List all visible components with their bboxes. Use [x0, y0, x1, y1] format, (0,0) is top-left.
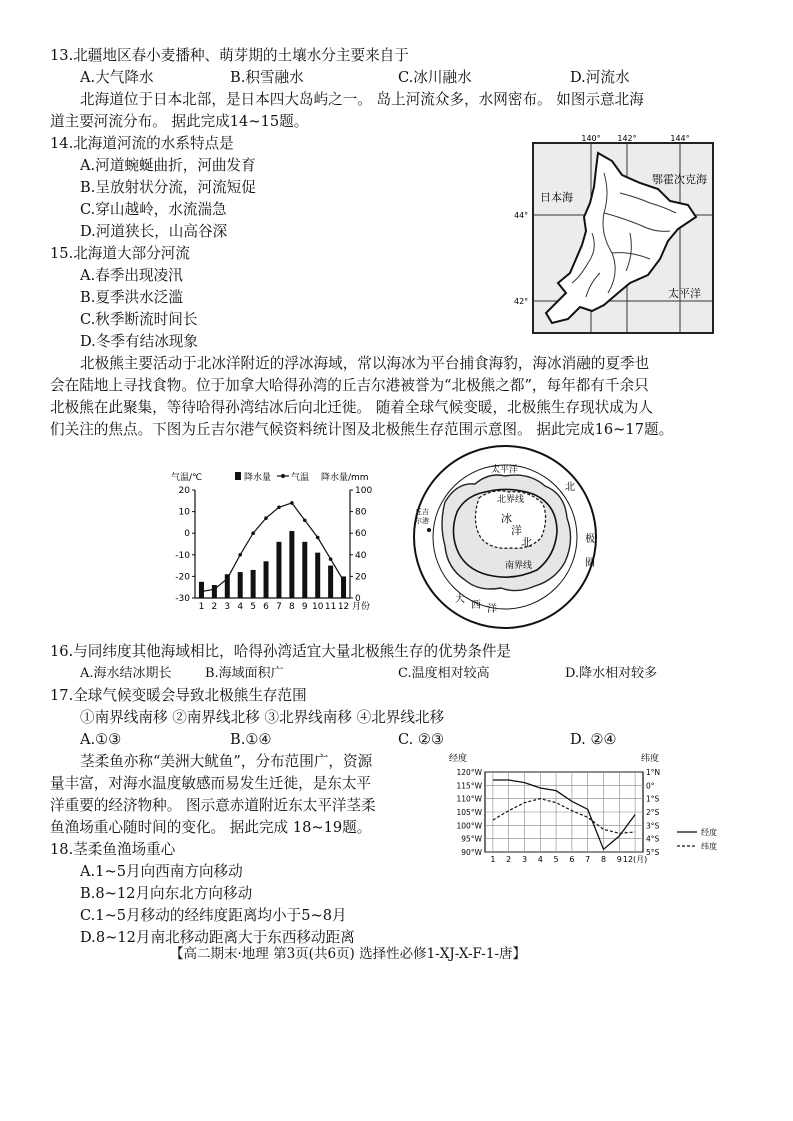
temperature-point — [342, 579, 346, 583]
page-footer: 【高二期末·地理 第3页(共6页) 选择性必修1-XJ-X-F-1-唐】 — [170, 946, 527, 962]
q13-option-a[interactable]: A.大气降水 — [80, 69, 154, 86]
label-arctic-circle-3: 圈 — [585, 558, 595, 569]
q18-option-a[interactable]: A.1~5月向西南方向移动 — [80, 863, 243, 880]
climate-left-tick-label: -10 — [175, 550, 190, 561]
month-tick-label: 1 — [198, 602, 205, 612]
sea-label-okhotsk: 鄂霍次克海 — [652, 173, 707, 186]
month-tick-label: 3 — [224, 602, 231, 612]
month-tick-label: 7 — [276, 602, 282, 612]
squid-left-tick-label: 95°W — [461, 834, 482, 844]
passage-3-line-4: 鱼渔场重心随时间的变化。 据此完成 18~19题。 — [50, 819, 372, 836]
climate-left-tick-label: 20 — [178, 486, 190, 496]
temperature-line — [201, 503, 343, 592]
precip-bar — [302, 542, 307, 598]
question-14-stem: 14.北海道河流的水系特点是 — [50, 135, 234, 152]
lon-label-144: 144° — [670, 134, 690, 143]
q18-option-c[interactable]: C.1~5月移动的经纬度距离均小于5~8月 — [80, 907, 347, 924]
temperature-point — [225, 577, 229, 581]
hokkaido-river-map — [500, 133, 720, 338]
lat-label-42: 42° — [514, 297, 529, 306]
climate-left-tick-label: 0 — [184, 529, 190, 540]
q14-option-a[interactable]: A.河道蜿蜒曲折，河曲发育 — [80, 157, 256, 174]
month-tick-label: 10 — [311, 602, 324, 612]
squid-month-label: 3 — [521, 855, 528, 864]
q13-option-c[interactable]: C.冰川融水 — [398, 69, 472, 86]
q17-option-b[interactable]: B.①④ — [230, 731, 272, 748]
month-tick-label: 5 — [250, 602, 256, 612]
label-atlantic-2: 西 — [471, 600, 481, 611]
squid-month-label: 12(月) — [622, 855, 648, 864]
question-13-stem: 13.北疆地区春小麦播种、萌芽期的土壤水分主要来自于 — [50, 47, 409, 64]
label-churchill-2: 尔港 — [415, 517, 429, 525]
month-tick-label: 12 — [337, 602, 350, 612]
label-arctic-ocean-3: 北 — [521, 536, 532, 549]
month-tick-label: 9 — [301, 602, 308, 612]
squid-month-label: 5 — [553, 855, 559, 864]
squid-month-label: 4 — [537, 855, 543, 864]
climate-right-tick-label: 100 — [355, 486, 373, 496]
squid-left-tick-label: 115°W — [456, 781, 482, 791]
question-18-stem: 18.茎柔鱼渔场重心 — [50, 841, 176, 858]
month-tick-label: 8 — [289, 602, 295, 612]
month-tick-label: 6 — [263, 602, 269, 612]
temperature-point — [264, 516, 268, 520]
label-atlantic-1: 大 — [455, 594, 465, 605]
squid-left-tick-label: 105°W — [456, 808, 482, 817]
legend-precip-swatch — [235, 472, 241, 480]
precip-bar — [212, 585, 217, 598]
q14-option-b[interactable]: B.呈放射状分流，河流短促 — [80, 179, 256, 196]
temperature-point — [238, 553, 242, 557]
label-north-boundary: 北界线 — [497, 495, 525, 505]
lat-label-44: 44° — [514, 211, 529, 220]
label-pacific: 太平洋 — [491, 465, 519, 475]
squid-right-tick-label: 1°S — [646, 794, 660, 804]
squid-right-axis-title: 纬度 — [641, 754, 660, 764]
squid-right-tick-label: 1°N — [646, 768, 661, 777]
temperature-point — [213, 588, 217, 592]
q16-option-d[interactable]: D.降水相对较多 — [565, 666, 658, 681]
squid-right-tick-label: 4°S — [646, 834, 660, 844]
squid-month-label: 1 — [490, 855, 496, 864]
passage-3-line-3: 洋重要的经济物种。 图示意赤道附近东太平洋茎柔 — [50, 797, 376, 814]
temperature-point — [251, 531, 255, 535]
temperature-point — [303, 518, 307, 522]
q13-option-d[interactable]: D.河流水 — [570, 69, 630, 86]
q16-option-b[interactable]: B.海域面积广 — [205, 666, 284, 681]
squid-right-tick-label: 0° — [646, 781, 655, 791]
q15-option-d[interactable]: D.冬季有结冰现象 — [80, 333, 198, 350]
lon-label-142: 142° — [617, 134, 637, 143]
q17-option-a[interactable]: A.①③ — [80, 731, 122, 748]
climate-left-tick-label: -30 — [175, 594, 190, 604]
climate-right-tick-label: 60 — [355, 529, 367, 540]
churchill-climate-chart — [165, 468, 390, 618]
squid-left-tick-label: 100°W — [456, 821, 482, 831]
temperature-point — [329, 557, 333, 561]
passage-3-line-2: 量丰富，对海水温度敏感而易发生迁徙，是东太平 — [50, 775, 372, 792]
question-15-stem: 15.北海道大部分河流 — [50, 245, 190, 262]
precip-bar — [328, 566, 333, 598]
climate-left-tick-label: 10 — [178, 507, 190, 518]
temperature-point — [200, 590, 204, 594]
q15-option-a[interactable]: A.春季出现凌汛 — [80, 267, 183, 284]
squid-left-axis-title: 经度 — [449, 754, 468, 764]
squid-legend-latitude: 纬度 — [701, 842, 717, 851]
precip-bar — [264, 561, 269, 598]
sea-label-japan: 日本海 — [540, 191, 573, 204]
month-axis-unit: 月份 — [352, 602, 371, 612]
q15-option-b[interactable]: B.夏季洪水泛滥 — [80, 289, 183, 306]
question-16-stem: 16.与同纬度其他海域相比，哈得孙湾适宜大量北极熊生存的优势条件是 — [50, 643, 512, 660]
climate-right-tick-label: 0 — [355, 594, 361, 604]
squid-right-tick-label: 3°S — [646, 821, 660, 831]
precip-bar — [238, 572, 243, 598]
climate-right-tick-label: 80 — [355, 507, 367, 518]
precip-bar — [276, 542, 281, 598]
climate-right-tick-label: 40 — [355, 550, 367, 561]
precip-bar — [289, 531, 294, 598]
temperature-point — [277, 505, 281, 509]
label-arctic-ocean-1: 冰 — [501, 512, 512, 525]
squid-legend-longitude: 经度 — [701, 828, 717, 837]
label-arctic-circle-1: 北 — [565, 482, 575, 493]
passage-2-line-3: 北极熊在此聚集，等待哈得孙湾结冰后向北迁徙。 随着全球气候变暖，北极熊生存现状成为人 — [50, 399, 653, 416]
chart-left-axis-title: 气温/℃ — [171, 473, 203, 483]
squid-fishing-center-chart — [445, 750, 745, 865]
squid-month-label: 2 — [506, 855, 512, 864]
climate-left-tick-label: -20 — [175, 572, 190, 583]
squid-left-tick-label: 90°W — [461, 848, 482, 857]
legend-precip-label: 降水量 — [244, 473, 272, 483]
month-tick-label: 4 — [237, 602, 244, 612]
q17-option-c[interactable]: C. ②③ — [398, 731, 445, 748]
passage-3-line-1: 茎柔鱼亦称“美洲大鱿鱼”，分布范围广，资源 — [80, 753, 373, 770]
passage-2-line-2: 会在陆地上寻找食物。位于加拿大哈得孙湾的丘吉尔港被誉为“北极熊之都”，每年都有千余只 — [50, 377, 649, 394]
squid-month-label: 8 — [600, 855, 607, 864]
q17-option-d[interactable]: D. ②④ — [570, 731, 617, 748]
lon-label-140: 140° — [581, 134, 601, 143]
precip-bar — [251, 570, 256, 598]
month-tick-label: 11 — [324, 602, 337, 612]
squid-right-tick-label: 2°S — [646, 808, 660, 817]
sea-label-pacific: 太平洋 — [668, 287, 701, 300]
squid-left-tick-label: 110°W — [456, 794, 482, 804]
churchill-port-marker — [427, 528, 431, 532]
q14-option-c[interactable]: C.穿山越岭，水流湍急 — [80, 201, 227, 218]
passage-1-line-1: 北海道位于日本北部，是日本四大岛屿之一。 岛上河流众多，水网密布。 如图示意北海 — [80, 91, 644, 108]
climate-right-tick-label: 20 — [355, 572, 367, 583]
label-south-boundary: 南界线 — [505, 561, 533, 571]
squid-month-label: 7 — [585, 855, 591, 864]
squid-month-label: 6 — [569, 855, 575, 864]
question-17-stem: 17.全球气候变暖会导致北极熊生存范围 — [50, 687, 307, 704]
temperature-point — [290, 501, 294, 505]
q18-option-b[interactable]: B.8~12月向东北方向移动 — [80, 885, 253, 902]
q18-option-d[interactable]: D.8~12月南北移动距离大于东西移动距离 — [80, 929, 355, 946]
label-churchill-1: 丘吉 — [415, 508, 429, 516]
chart-right-axis-title: 降水量/mm — [321, 473, 369, 483]
label-arctic-circle-2: 极 — [585, 534, 595, 545]
q13-option-b[interactable]: B.积雪融水 — [230, 69, 304, 86]
passage-1-line-2: 道主要河流分布。 据此完成14~15题。 — [50, 113, 309, 130]
month-tick-label: 2 — [211, 602, 218, 612]
temperature-point — [316, 536, 320, 540]
squid-left-tick-label: 120°W — [456, 768, 482, 777]
q16-option-a[interactable]: A.海水结冰期长 — [80, 666, 172, 681]
passage-2-line-1: 北极熊主要活动于北冰洋附近的浮冰海域，常以海冰为平台捕食海豹，海冰消融的夏季也 — [80, 355, 650, 372]
label-atlantic-3: 洋 — [487, 604, 497, 615]
q14-option-d[interactable]: D.河道狭长，山高谷深 — [80, 223, 228, 240]
q16-option-c[interactable]: C.温度相对较高 — [398, 666, 490, 681]
polar-bear-range-map — [405, 442, 605, 632]
squid-right-tick-label: 5°S — [646, 848, 660, 857]
precip-bar — [315, 553, 320, 598]
q15-option-c[interactable]: C.秋季断流时间长 — [80, 311, 198, 328]
squid-month-label: 9 — [616, 855, 622, 864]
label-arctic-ocean-2: 洋 — [511, 524, 522, 537]
passage-2-line-4: 们关注的焦点。下图为丘吉尔港气候资料统计图及北极熊生存范围示意图。 据此完成16~17题。 — [50, 421, 674, 438]
legend-temp-label: 气温 — [291, 473, 310, 483]
q17-choices: ①南界线南移 ②南界线北移 ③北界线南移 ④北界线北移 — [80, 709, 445, 726]
latitude-line — [493, 799, 635, 834]
